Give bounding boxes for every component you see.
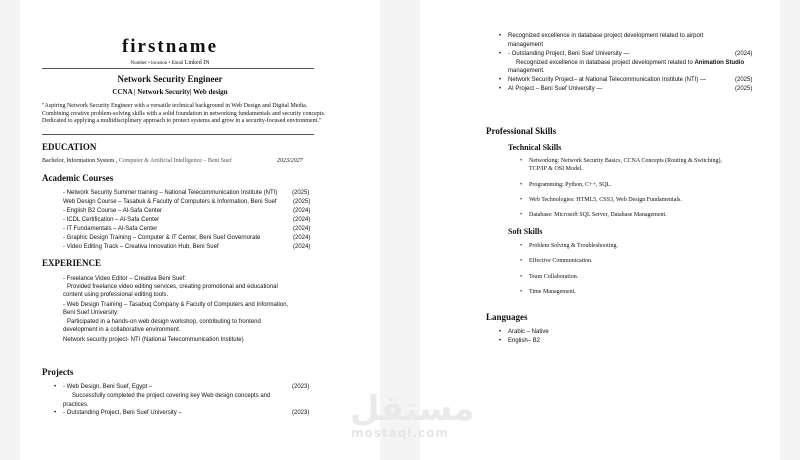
project-item: • - Web Design, Beni Suef, Egypt – <box>63 384 152 390</box>
contact-location: location <box>151 61 168 66</box>
languages-heading: Languages <box>486 312 528 322</box>
project-description: management. <box>508 68 545 74</box>
education-entry <box>42 158 232 164</box>
experience-description: Participated in a hands-on web design workshop, contributing to frontend <box>67 319 261 325</box>
project-description <box>516 60 744 66</box>
summary: "Aspiring Network Security Engineer with a versatile technical background in Web Design and Digital Media. Combining creative problem-solving skills with a solid foundation in networking fundamentals and security concepts. Dedicated to applying a multidisciplinary approach to protect systems and grow in a security-focused environment." <box>42 103 326 124</box>
course-item: - Network Security Summer training – National Telecommunication Institute (NTI) <box>63 190 278 196</box>
experience-description: content using professional editing tools. <box>63 292 169 298</box>
project-description-text: Recognized excellence in database project development related to <box>516 60 695 66</box>
project-item: • - Outstanding Project, Beni Suef University — <box>508 51 629 57</box>
education-year: 2023/2027 <box>277 158 303 164</box>
education-heading: EDUCATION <box>42 142 97 152</box>
experience-description: Provided freelance video editing services, creating promotional and educational <box>67 284 278 290</box>
skill-item: • Web Technologies: HTML5, CSS3, Web Design Fundamentals. <box>529 197 682 203</box>
contact-line <box>20 60 320 66</box>
language-item: • Arabic – Native <box>508 329 549 335</box>
watermark-arabic: مستقل <box>350 389 475 429</box>
course-item: - IT Fundamentals – Al-Safa Center <box>63 226 158 232</box>
experience-heading: EXPERIENCE <box>42 258 102 268</box>
experience-item: Beni Suef University: <box>63 310 119 316</box>
skill-item: • Problem Solving & Troubleshooting. <box>529 243 618 249</box>
tagline: CCNA | Network Security| Web design <box>112 88 228 96</box>
course-year: (2024) <box>293 226 311 232</box>
course-year: (2025) <box>292 190 310 196</box>
header-divider <box>42 68 314 69</box>
skill-item: TCP/IP & OSI Model. <box>529 166 583 172</box>
education-faculty: Computer & Artificial Intelligence – Beni Suef <box>118 158 232 164</box>
projects-heading: Projects <box>42 367 74 377</box>
project-description: Successfully completed the project covering key Web design concepts and <box>72 393 271 399</box>
skill-item: • Programming: Python, C++, SQL. <box>529 182 612 188</box>
experience-description: development in a collaborative environment. <box>63 327 181 333</box>
course-item: - ICDL Certification – Al-Safa Center <box>63 217 160 223</box>
experience-item: - Web Design Training – Tasabuq Company & Faculty of Computers and Information, <box>63 302 289 308</box>
skills-heading: Professional Skills <box>486 126 557 136</box>
project-year: (2023) <box>292 384 310 390</box>
course-year: (2024) <box>293 217 311 223</box>
language-item: • English– B2 <box>508 338 540 344</box>
contact-separator: • <box>168 61 171 66</box>
course-item: - English B2 Course – Al-Safa Center <box>63 208 163 214</box>
project-year: (2024) <box>735 51 753 57</box>
contact-separator: • <box>148 61 150 66</box>
skill-item: • Effective Communication. <box>529 258 593 264</box>
experience-item: - Freelance Video Editor – Creativa Beni Suef: <box>63 276 186 282</box>
education-degree: Bachelor, Information System , <box>42 158 119 164</box>
course-item: - Video Editing Track – Creativa Innovation Hub, Beni Suef <box>63 244 219 250</box>
course-year: (2025) <box>293 199 311 205</box>
project-description-highlight: Animation Studio <box>694 60 745 66</box>
job-title: Network Security Engineer <box>117 74 223 84</box>
course-year: (2024) <box>293 235 311 241</box>
project-year: (2025) <box>735 77 753 83</box>
course-year: (2024) <box>293 208 311 214</box>
project-item: • Network Security Project– at National Telecommunication Institute (NTI) — <box>508 77 706 83</box>
project-year: (2025) <box>735 86 753 92</box>
contact-linkedin[interactable]: Linked IN <box>184 60 210 66</box>
summary-divider <box>42 134 314 135</box>
project-item: • - Outstanding Project, Beni Suef University – <box>63 410 182 416</box>
course-item: - Graphic Design Training – Computer & IT Center, Beni Suef Governorate <box>63 235 261 241</box>
contact-number: Number <box>130 61 147 66</box>
project-description: practices. <box>63 402 89 408</box>
course-item: Web Design Course – Tasabuk & Faculty of Computers & Information, Beni Suef <box>63 199 277 205</box>
soft-skills-heading: Soft Skills <box>508 227 543 236</box>
contact-email: Email <box>171 61 184 66</box>
project-year: (2023) <box>292 410 310 416</box>
project-description: management <box>508 42 544 48</box>
experience-item: Network security project- NTI (National Telecommunication Institute) <box>63 337 244 343</box>
technical-skills-heading: Technical Skills <box>508 143 562 152</box>
skill-item: • Team Collaboration. <box>529 274 578 280</box>
watermark-latin: mostaql.com <box>351 426 449 440</box>
project-description: • Recognized excellence in database project development related to airport <box>508 33 703 39</box>
course-year: (2024) <box>293 244 311 250</box>
resume-page-1 <box>20 0 380 460</box>
courses-heading: Academic Courses <box>42 173 114 183</box>
candidate-name: firstname <box>121 36 219 57</box>
skill-item: • Time Management. <box>529 289 576 295</box>
mostaql-watermark <box>350 389 475 440</box>
project-item: • AI Project – Beni Suef University — <box>508 86 602 92</box>
resume-page-2 <box>420 0 780 460</box>
skill-item: • Database: Microsoft SQL Server, Database Management. <box>529 212 667 218</box>
skill-item: • Networking: Network Security Basics, CCNA Concepts (Routing & Switching), <box>529 158 722 164</box>
